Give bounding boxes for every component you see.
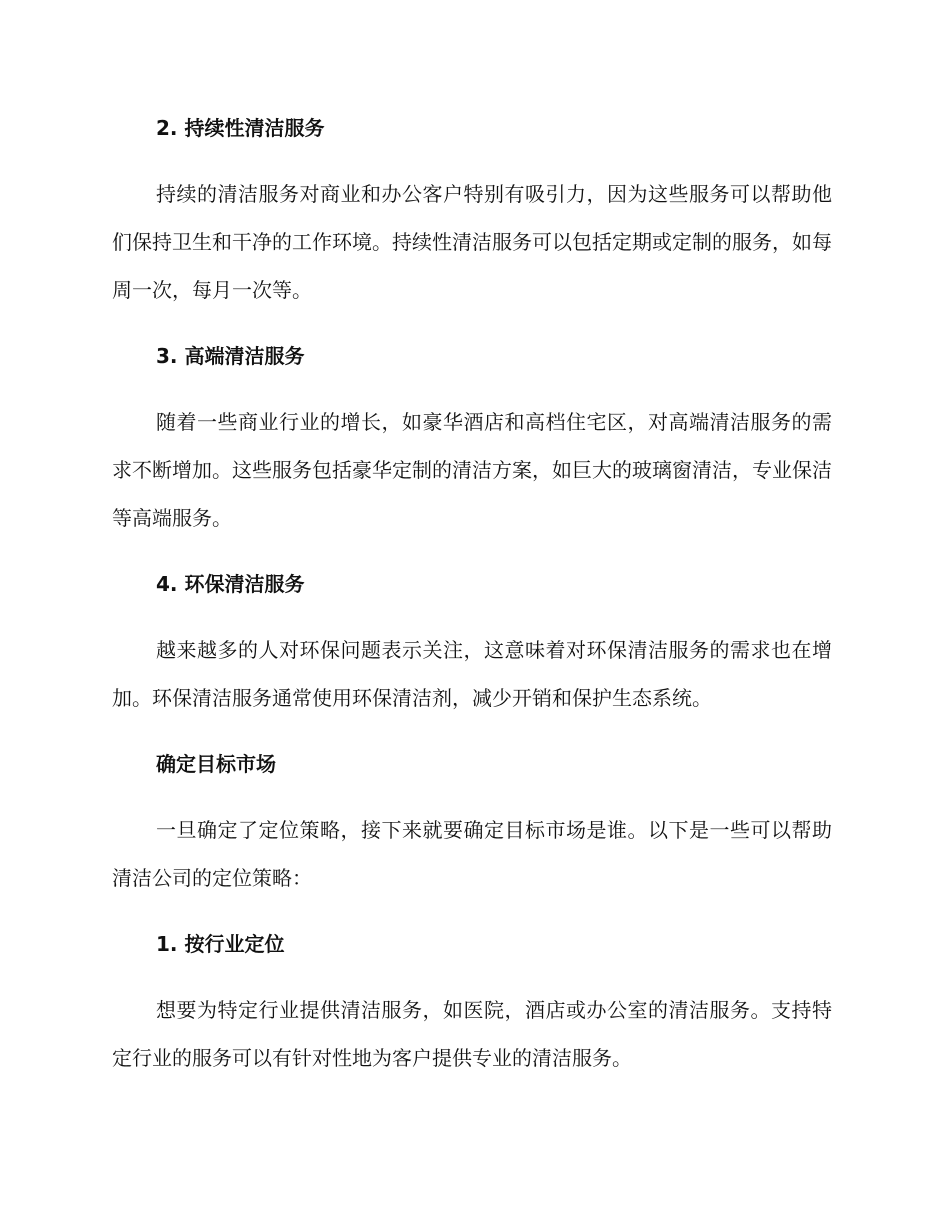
section-heading-industry-positioning: 1. 按行业定位 (156, 932, 285, 956)
section-paragraph-eco-cleaning: 越来越多的人对环保问题表示关注，这意味着对环保清洁服务的需求也在增加。环保清洁服务通常使用环保清洁剂，减少开销和保护生态系统。 (112, 638, 832, 710)
section-heading-eco-cleaning: 4. 环保清洁服务 (156, 572, 305, 596)
section-paragraph-industry-positioning: 想要为特定行业提供清洁服务，如医院，酒店或办公室的清洁服务。支持特定行业的服务可以有针对性地为客户提供专业的清洁服务。 (112, 998, 832, 1070)
section-paragraph-high-end-cleaning: 随着一些商业行业的增长，如豪华酒店和高档住宅区，对高端清洁服务的需求不断增加。这些服务包括豪华定制的清洁方案，如巨大的玻璃窗清洁，专业保洁等高端服务。 (112, 410, 832, 530)
section-heading-target-market: 确定目标市场 (156, 752, 276, 776)
section-heading-continuous-cleaning: 2. 持续性清洁服务 (156, 116, 325, 140)
section-heading-high-end-cleaning: 3. 高端清洁服务 (156, 344, 305, 368)
section-paragraph-continuous-cleaning: 持续的清洁服务对商业和办公客户特别有吸引力，因为这些服务可以帮助他们保持卫生和干净的工作环境。持续性清洁服务可以包括定期或定制的服务，如每周一次，每月一次等。 (112, 182, 832, 302)
section-paragraph-target-market: 一旦确定了定位策略，接下来就要确定目标市场是谁。以下是一些可以帮助清洁公司的定位策略： (112, 818, 832, 890)
